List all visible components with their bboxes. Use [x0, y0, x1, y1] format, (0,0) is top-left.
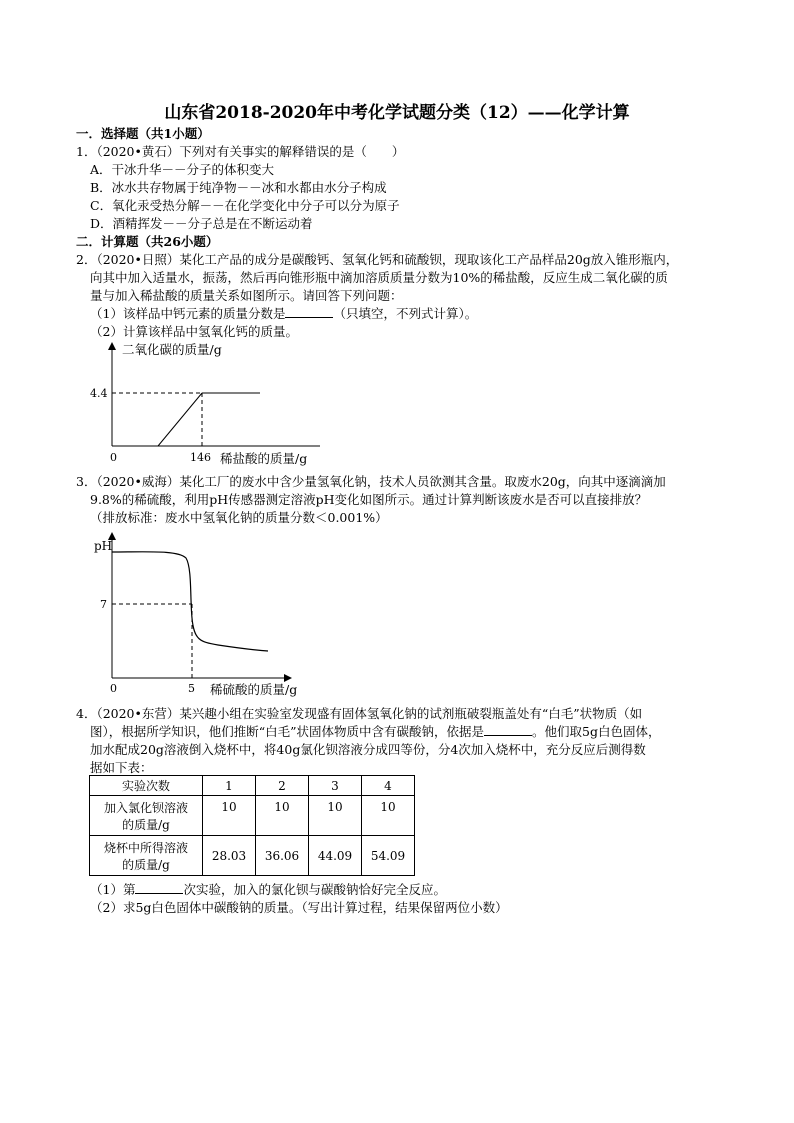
table-cell: 10: [309, 796, 362, 836]
table-row-label-line: 加入氯化钡溶液: [103, 800, 188, 815]
ph-curve-chart: [88, 528, 328, 700]
table-row: [90, 796, 415, 836]
ph-curve: [112, 552, 268, 651]
section-heading-calculation: 二．计算题（共26小题）: [76, 234, 219, 249]
chart-2-xtick: 5: [188, 682, 195, 695]
question-1-option-c: C．氧化汞受热分解－－在化学变化中分子可以分为原子: [90, 198, 400, 213]
question-2-sub-1: [90, 304, 477, 322]
question-4-sub-1-tail: 次实验，加入的氯化钡与碳酸钠恰好完全反应。: [183, 882, 446, 897]
question-4-line-4: 据如下表：: [90, 760, 153, 775]
chart-2-ytick: 7: [100, 598, 107, 611]
question-4-sub-1-text: （1）第: [90, 882, 136, 897]
table-cell: 54.09: [362, 836, 415, 876]
question-4-line-3: 加水配成20g溶液倒入烧杯中，将40g氯化钡溶液分成四等份，分4次加入烧杯中，充分反应后测得数: [90, 742, 646, 757]
table-header-cell: 4: [362, 776, 415, 796]
question-4-sub-2: （2）求5g白色固体中碳酸钠的质量。（写出计算过程，结果保留两位小数）: [90, 900, 508, 915]
chart-1-xtick: 146: [190, 451, 211, 464]
chart-1-ytick: 4.4: [90, 387, 108, 400]
question-1-option-b: B．冰水共存物属于纯净物－－冰和水都由水分子构成: [90, 180, 387, 195]
question-3-line-1: 3．（2020•威海）某化工厂的废水中含少量氢氧化钠，技术人员欲测其含量。取废水20g，向其中逐滴滴加: [76, 474, 666, 489]
question-2-sub-1-tail: （只填空，不列式计算）。: [333, 306, 478, 321]
table-row-label-line: 的质量/g: [122, 817, 170, 832]
table-row-label-line: 的质量/g: [122, 857, 170, 872]
table-cell: 10: [362, 796, 415, 836]
page-title: 山东省2018-2020年中考化学试题分类（12）——化学计算: [164, 103, 630, 123]
question-2-sub-2: （2）计算该样品中氢氧化钙的质量。: [90, 324, 298, 339]
question-1-stem: 1．（2020•黄石）下列对有关事实的解释错误的是（ ）: [76, 144, 405, 159]
answer-blank[interactable]: [484, 724, 532, 736]
table-row-label: [90, 796, 203, 836]
question-1-option-d: D．酒精挥发－－分子总是在不断运动着: [90, 216, 313, 231]
table-header-cell: 3: [309, 776, 362, 796]
table-header-cell: 1: [203, 776, 256, 796]
chart-1-ylabel: 二氧化碳的质量/g: [122, 342, 222, 357]
chart-1-origin: 0: [110, 451, 117, 464]
answer-blank[interactable]: [135, 882, 183, 894]
question-2-line-3: 量与加入稀盐酸的质量关系如图所示。请回答下列问题：: [90, 288, 403, 303]
chart-2-origin: 0: [110, 682, 117, 695]
table-row-label-line: 烧杯中所得溶液: [103, 840, 188, 855]
table-row: [90, 836, 415, 876]
question-4-line-2-text: 图），根据所学知识，他们推断“白毛”状固体物质中含有碳酸钠，依据是: [90, 724, 485, 739]
question-3-line-2: 9.8%的稀硫酸，利用pH传感器测定溶液pH变化如图所示。通过计算判断该废水是否可以直接排放？: [90, 492, 648, 507]
table-row-label: [90, 836, 203, 876]
question-4-line-2-tail: 。他们取5g白色固体，: [532, 724, 661, 739]
table-header-cell: 实验次数: [90, 776, 203, 796]
co2-mass-chart: [88, 340, 328, 470]
question-2-line-2: 向其中加入适量水，振荡，然后再向锥形瓶中滴加溶质质量分数为10%的稀盐酸，反应生成二氧化碳的质: [90, 270, 668, 285]
question-4-line-1: 4．（2020•东营）某兴趣小组在实验室发现盛有固体氢氧化钠的试剂瓶破裂瓶盖处有“白毛”状物质（如: [76, 706, 643, 721]
table-cell: 10: [203, 796, 256, 836]
table-cell: 10: [256, 796, 309, 836]
question-2-line-1: 2．（2020•日照）某化工产品的成分是碳酸钙、氢氧化钙和硫酸钡，现取该化工产品样品20g放入锥形瓶内，: [76, 252, 679, 267]
experiment-data-table: [89, 775, 415, 876]
table-cell: 28.03: [203, 836, 256, 876]
question-2-sub-1-text: （1）该样品中钙元素的质量分数是: [90, 306, 286, 321]
question-3-line-3: （排放标准：废水中氢氧化钠的质量分数＜0.001%）: [90, 510, 388, 525]
table-header-row: [90, 776, 415, 796]
chart-2-xlabel: 稀硫酸的质量/g: [210, 682, 298, 697]
table-header-cell: 2: [256, 776, 309, 796]
question-1-option-a: A．干冰升华－－分子的体积变大: [90, 162, 275, 177]
chart-2-ylabel: pH: [94, 539, 113, 553]
chart-1-xlabel: 稀盐酸的质量/g: [220, 451, 308, 466]
question-4-sub-1: [90, 880, 446, 898]
table-cell: 36.06: [256, 836, 309, 876]
co2-rise-line: [158, 393, 202, 446]
answer-blank[interactable]: [285, 306, 333, 318]
table-cell: 44.09: [309, 836, 362, 876]
section-heading-choice: 一．选择题（共1小题）: [76, 126, 210, 141]
question-4-line-2: [90, 722, 661, 740]
